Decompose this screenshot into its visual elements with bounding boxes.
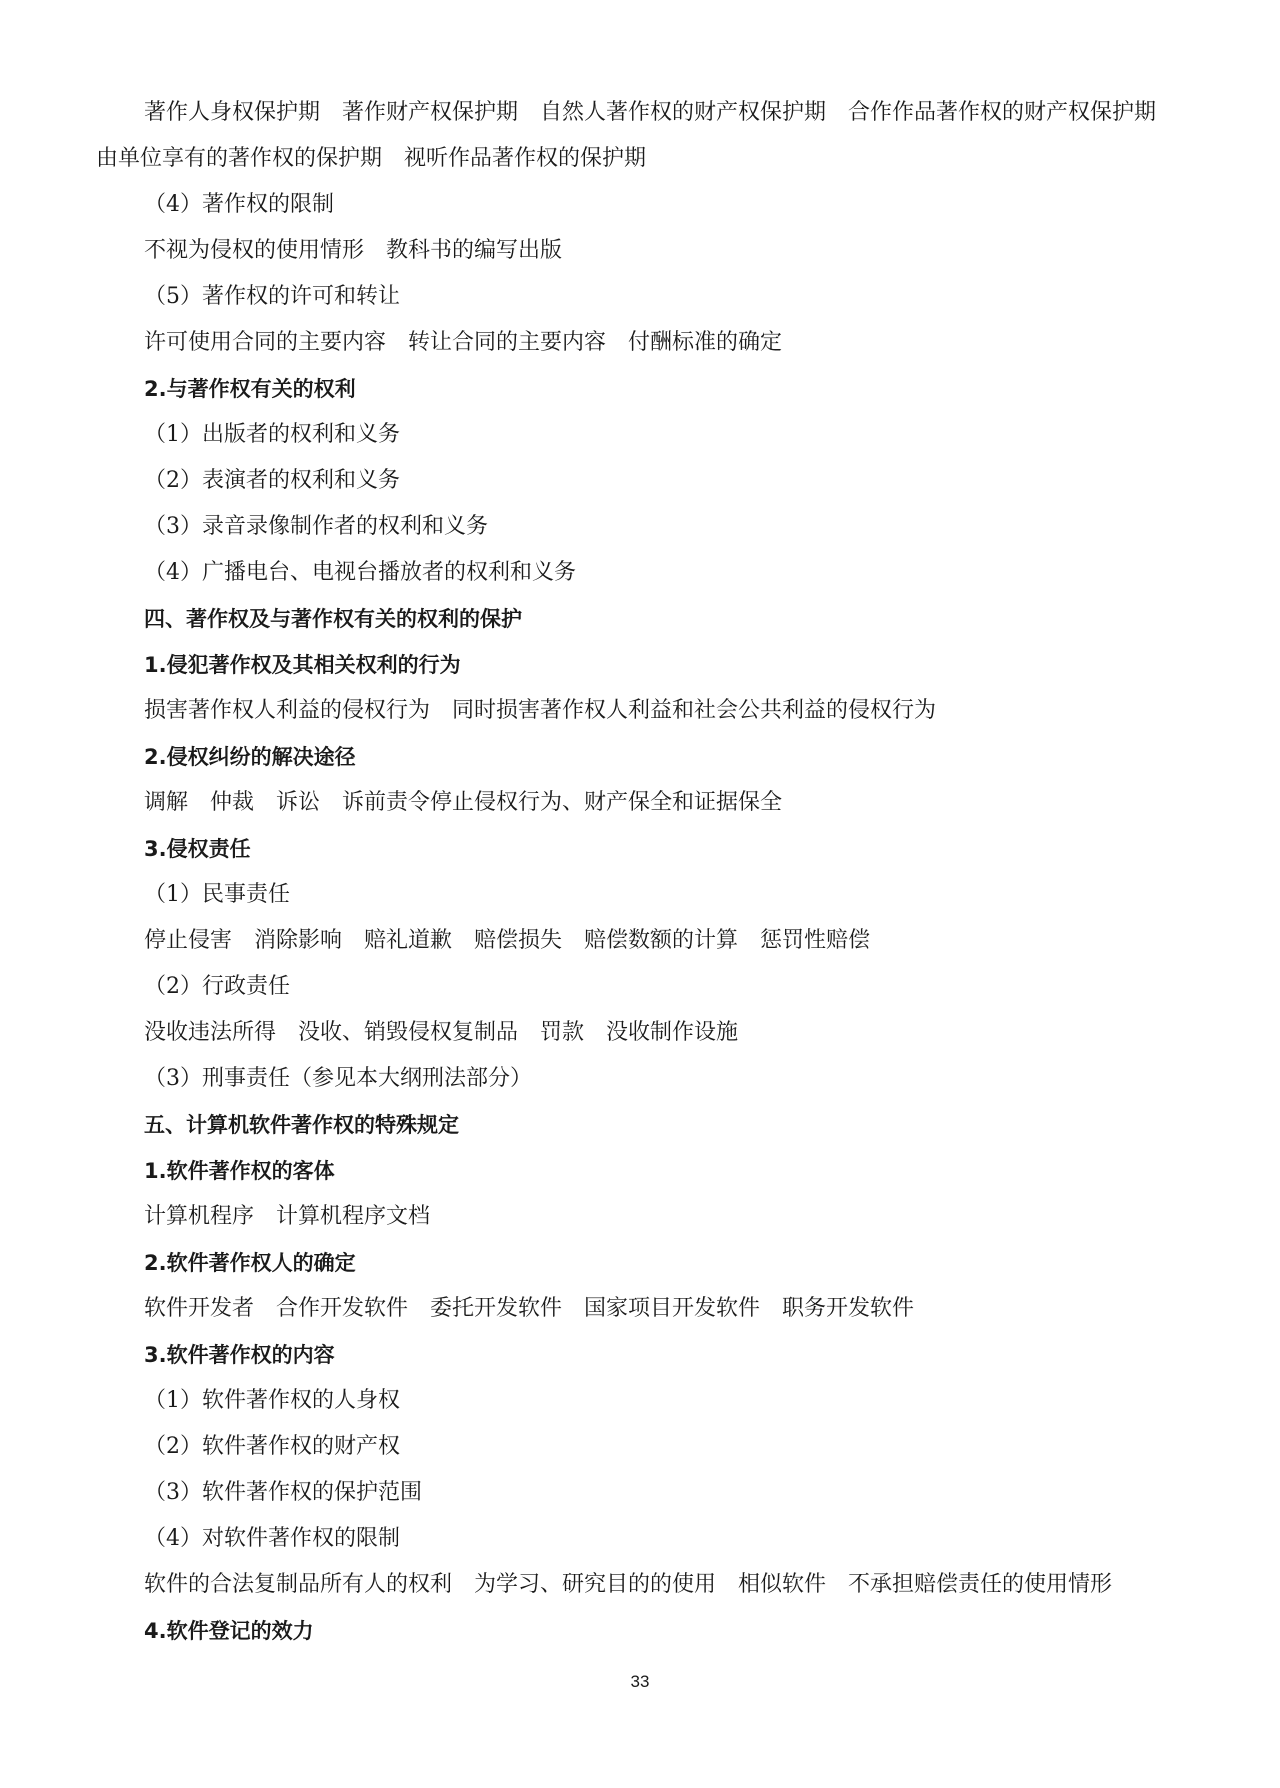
- page-body: [96, 90, 1188, 1654]
- section-heading: 4.软件登记的效力: [144, 1619, 314, 1643]
- paragraph: 没收违法所得 没收、销毁侵权复制品 罚款 没收制作设施: [144, 1020, 739, 1045]
- section-heading: 四、著作权及与著作权有关的权利的保护: [144, 607, 522, 631]
- section-heading: 2.侵权纠纷的解决途径: [144, 745, 356, 769]
- section-heading: 1.侵犯著作权及其相关权利的行为: [144, 653, 461, 677]
- subheading: （1）民事责任: [144, 882, 290, 907]
- subheading: （2）软件著作权的财产权: [144, 1434, 400, 1459]
- paragraph: 计算机程序 计算机程序文档: [144, 1204, 431, 1229]
- subheading: （2）表演者的权利和义务: [144, 468, 400, 493]
- section-heading: 3.软件著作权的内容: [144, 1343, 335, 1367]
- paragraph: 停止侵害 消除影响 赔礼道歉 赔偿损失 赔偿数额的计算 惩罚性赔偿: [144, 928, 871, 953]
- subheading: （4）对软件著作权的限制: [144, 1526, 400, 1551]
- paragraph: 许可使用合同的主要内容 转让合同的主要内容 付酬标准的确定: [144, 330, 783, 355]
- section-heading: 3.侵权责任: [144, 837, 251, 861]
- page-number: 33: [630, 1672, 650, 1691]
- paragraph: 调解 仲裁 诉讼 诉前责令停止侵权行为、财产保全和证据保全: [144, 790, 783, 815]
- subheading: （2）行政责任: [144, 974, 290, 999]
- paragraph: 软件开发者 合作开发软件 委托开发软件 国家项目开发软件 职务开发软件: [144, 1296, 915, 1321]
- paragraph: 损害著作权人利益的侵权行为 同时损害著作权人利益和社会公共利益的侵权行为: [144, 698, 937, 723]
- section-heading: 2.与著作权有关的权利: [144, 377, 356, 401]
- subheading: （1）出版者的权利和义务: [144, 422, 400, 447]
- subheading: （1）软件著作权的人身权: [144, 1388, 400, 1413]
- subheading: （4）广播电台、电视台播放者的权利和义务: [144, 560, 576, 585]
- subheading: （3）刑事责任（参见本大纲刑法部分）: [144, 1066, 532, 1091]
- subheading: （3）软件著作权的保护范围: [144, 1480, 422, 1505]
- paragraph: 不视为侵权的使用情形 教科书的编写出版: [144, 238, 563, 263]
- section-heading: 2.软件著作权人的确定: [144, 1251, 356, 1275]
- paragraph: 著作人身权保护期 著作财产权保护期 自然人著作权的财产权保护期 合作作品著作权的财产权保护期 由单位享有的著作权的保护期 视听作品著作权的保护期: [96, 100, 1179, 171]
- section-heading: 1.软件著作权的客体: [144, 1159, 335, 1183]
- subheading: （4）著作权的限制: [144, 192, 334, 217]
- section-heading: 五、计算机软件著作权的特殊规定: [144, 1113, 459, 1137]
- paragraph: 软件的合法复制品所有人的权利 为学习、研究目的的使用 相似软件 不承担赔偿责任的使用情形: [144, 1572, 1113, 1597]
- subheading: （3）录音录像制作者的权利和义务: [144, 514, 488, 539]
- subheading: （5）著作权的许可和转让: [144, 284, 400, 309]
